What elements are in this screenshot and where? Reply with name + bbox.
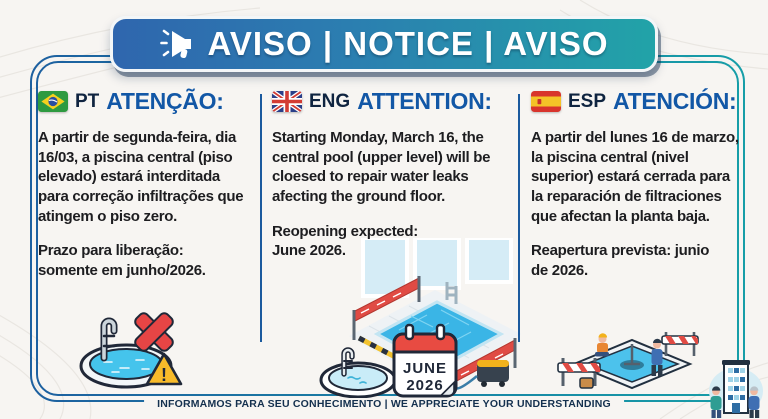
pool-repair-workers-icon [556, 322, 706, 396]
deadline-eng: Reopening expected: June 2026. [272, 222, 418, 260]
building-people-icon [707, 355, 765, 419]
pool-closed-icon [70, 308, 196, 394]
language-code: ESP [568, 90, 607, 112]
column-divider [518, 94, 520, 342]
column-eng-header [272, 88, 506, 115]
megaphone-icon [159, 27, 197, 61]
notice-body-esp: A partir del lunes 16 de marzo, la piscina central (nivel superior) estará cerrada para la reparación de filtraciones que afectan la planta baja. [531, 129, 739, 225]
column-divider [260, 94, 262, 342]
calendar-year: 2026 [406, 377, 444, 394]
attention-heading: ATENÇÃO: [106, 88, 224, 114]
pool-calendar-icon [318, 322, 458, 400]
column-esp-header [531, 88, 741, 115]
calendar-month: JUNE [402, 360, 448, 377]
attention-heading: ATTENTION: [357, 88, 492, 114]
column-esp [531, 88, 741, 280]
pool-outline-icon [318, 342, 398, 400]
footer-text: INFORMAMOS PARA SEU CONHECIMENTO | WE APPRECIATE YOUR UNDERSTANDING [144, 398, 624, 410]
attention-heading: ATENCIÓN: [613, 88, 737, 114]
spain-flag-icon [531, 91, 561, 112]
calendar-icon [392, 322, 458, 400]
column-eng [272, 88, 506, 261]
column-pt-header [38, 88, 254, 115]
language-code: ENG [309, 90, 351, 112]
banner-title: AVISO | NOTICE | AVISO [207, 25, 609, 62]
uk-flag-icon [272, 91, 302, 112]
deadline-esp: Reapertura prevista: junio de 2026. [531, 242, 710, 279]
svg-text:!: ! [161, 365, 167, 385]
notice-body-eng: Starting Monday, March 16, the central pool (upper level) will be cloesed to repair water leaks afecting the ground floor. [272, 129, 491, 205]
column-pt [38, 88, 254, 280]
language-code: PT [75, 90, 100, 112]
header-banner [110, 16, 658, 72]
deadline-pt: Prazo para liberação: somente em junho/2026. [38, 242, 206, 279]
brazil-flag-icon [38, 91, 68, 112]
notice-body-pt: A partir de segunda-feira, dia 16/03, a piscina central (piso elevado) estará interditada para correção infiltrações que atingem o piso zero. [38, 129, 244, 225]
